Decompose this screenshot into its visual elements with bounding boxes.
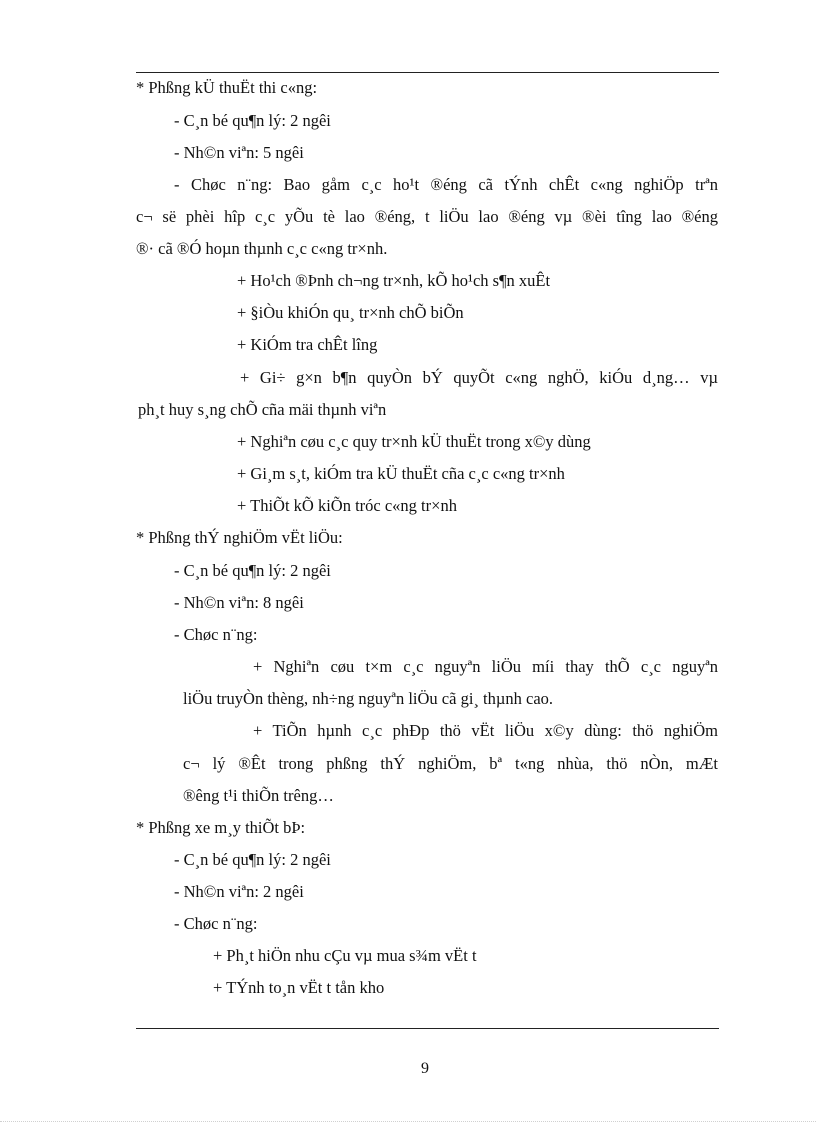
function-label: - Chøc n¨ng:: [174, 914, 258, 933]
function-line: - Chøc n¨ng: Bao gåm c¸c ho¹t ®éng cã tÝnh chÊt c«ng nghiÖp trªn: [174, 175, 718, 194]
list-item: + Gi¸m s¸t, kiÓm tra kÜ thuËt cña c¸c c«ng tr×nh: [237, 464, 565, 483]
function-line: + Nghiªn cøu t×m c¸c nguyªn liÖu míi thay thÕ c¸c nguyªn: [253, 657, 718, 676]
section-heading-vat-lieu: * Phßng thÝ nghiÖm vËt liÖu:: [136, 528, 343, 547]
employee-count: - Nh©n viªn: 8 ngêi: [174, 593, 304, 612]
list-item: + ThiÕt kÕ kiÕn tróc c«ng tr×nh: [237, 496, 457, 515]
staff-count: - C¸n bé qu¶n lý: 2 ngêi: [174, 561, 331, 580]
section-heading-thi-cong: * Phßng kÜ thuËt thi c«ng:: [136, 78, 318, 97]
employee-count: - Nh©n viªn: 5 ngêi: [174, 143, 304, 162]
employee-count: - Nh©n viªn: 2 ngêi: [174, 882, 304, 901]
list-item-continuation: ph¸t huy s¸ng chÕ cña mäi thµnh viªn: [138, 400, 387, 419]
list-item: + Gi÷ g×n b¶n quyÒn bÝ quyÕt c«ng nghÖ, kiÓu d¸ng… vµ: [240, 368, 718, 387]
footer-rule: [136, 1028, 719, 1029]
function-line: c¬ së phèi hîp c¸c yÕu tè lao ®éng, t liÖu lao ®éng vµ ®èi tîng lao ®éng: [136, 207, 718, 226]
function-line: c¬ lý ®Êt trong phßng thÝ nghiÖm, bª t«ng nhùa, thö nÒn, mÆt: [183, 754, 718, 773]
list-item: + Ph¸t hiÖn nhu cÇu vµ mua s¾m vËt t: [213, 946, 477, 965]
list-item: + Ho¹ch ®Þnh ch¬ng tr×nh, kÕ ho¹ch s¶n xuÊt: [237, 271, 551, 290]
function-line: + TiÕn hµnh c¸c phÐp thö vËt liÖu x©y dùng: thö nghiÖm: [253, 721, 718, 740]
list-item: + KiÓm tra chÊt lîng: [237, 335, 378, 354]
staff-count: - C¸n bé qu¶n lý: 2 ngêi: [174, 850, 331, 869]
list-item: + §iÒu khiÓn qu¸ tr×nh chÕ biÕn: [237, 303, 464, 322]
function-line: ®· cã ®Ó hoµn thµnh c¸c c«ng tr×nh.: [136, 239, 388, 258]
page-number: 9: [421, 1060, 429, 1077]
page-edge-divider: [0, 1121, 816, 1122]
function-label: - Chøc n¨ng:: [174, 625, 258, 644]
header-rule: [136, 72, 719, 73]
list-item: + TÝnh to¸n vËt t tån kho: [213, 978, 385, 997]
function-line: liÖu truyÒn thèng, nh÷ng nguyªn liÖu cã gi¸ thµnh cao.: [183, 689, 554, 708]
function-line: ®êng t¹i thiÕn trêng…: [183, 786, 334, 805]
staff-count: - C¸n bé qu¶n lý: 2 ngêi: [174, 111, 331, 130]
section-heading-xe-may: * Phßng xe m¸y thiÕt bÞ:: [136, 818, 306, 837]
list-item: + Nghiªn cøu c¸c quy tr×nh kÜ thuËt trong x©y dùng: [237, 432, 591, 451]
